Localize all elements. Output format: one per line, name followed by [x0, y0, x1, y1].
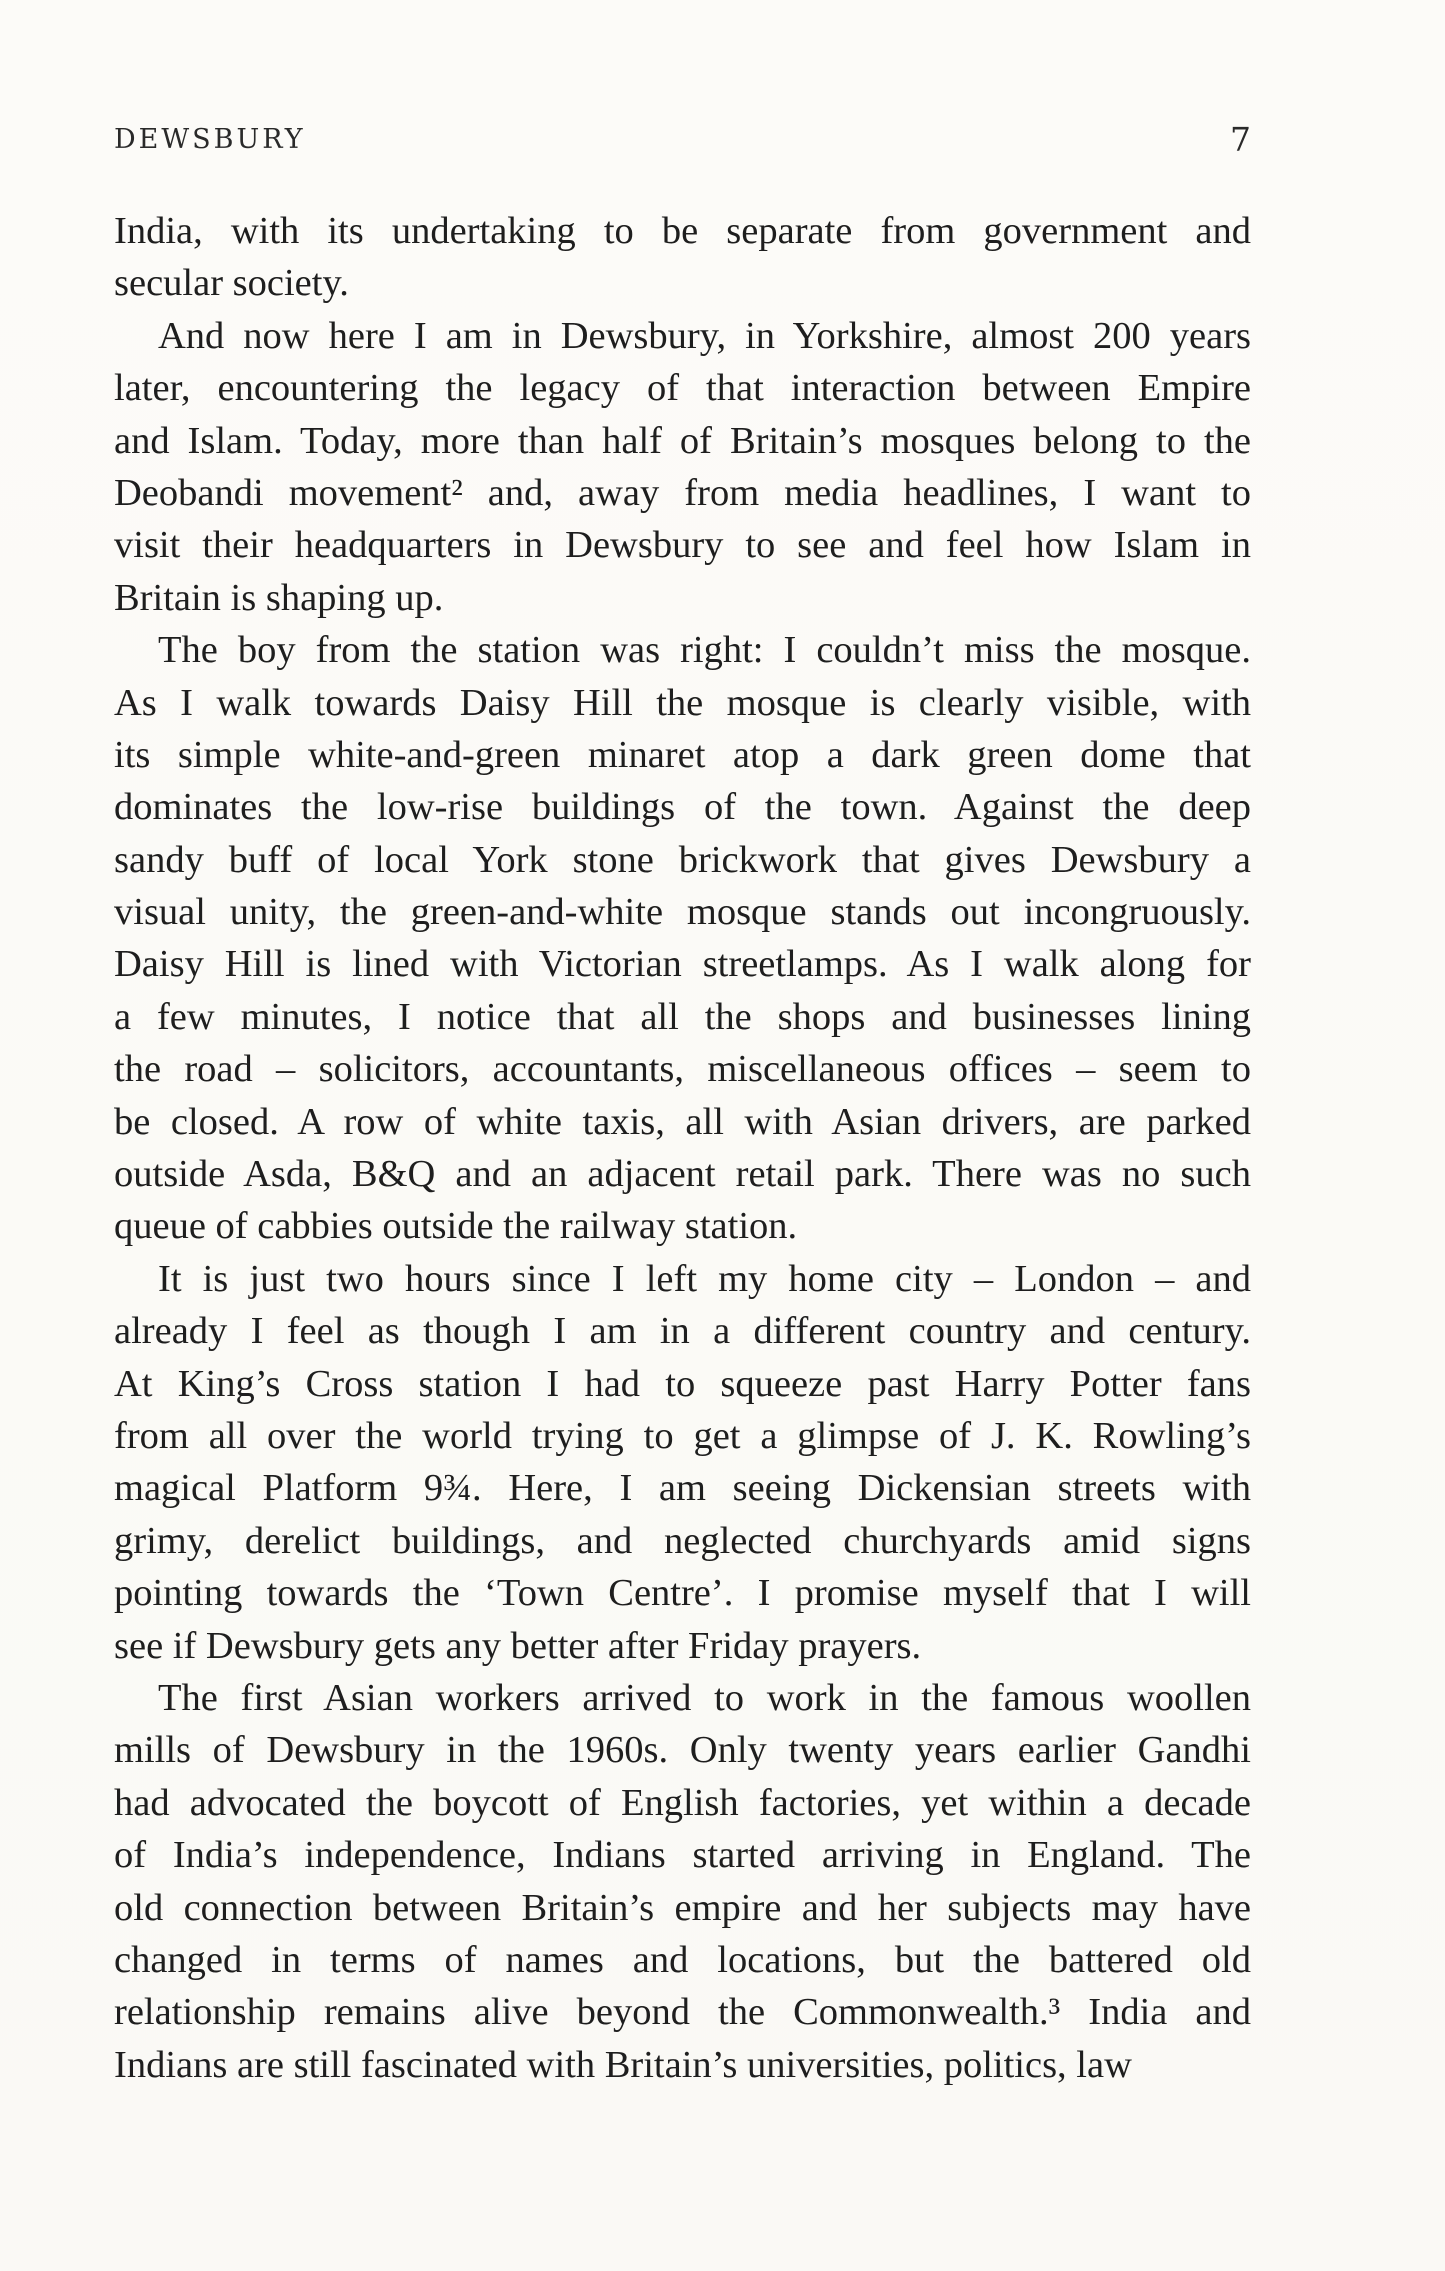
text-line: later, encountering the legacy of that interaction between Empire	[114, 367, 1251, 410]
running-title: DEWSBURY	[114, 124, 306, 155]
paragraph	[114, 1253, 1251, 1672]
running-head	[114, 120, 1251, 160]
text-line: dominates the low-rise buildings of the town. Against the deep	[114, 786, 1251, 829]
paragraph	[114, 310, 1251, 624]
text-line: from all over the world trying to get a glimpse of J. K. Rowling’s	[114, 1414, 1251, 1457]
text-line: relationship remains alive beyond the Commonwealth.³ India and	[114, 1991, 1251, 2034]
text-line: see if Dewsbury gets any better after Friday prayers.	[114, 1624, 922, 1667]
text-line: As I walk towards Daisy Hill the mosque is clearly visible, with	[114, 681, 1251, 724]
text-line: a few minutes, I notice that all the shops and businesses lining	[114, 995, 1251, 1038]
text-line: the road – solicitors, accountants, miscellaneous offices – seem to	[114, 1048, 1251, 1091]
text-line: It is just two hours since I left my home city – London – and	[158, 1257, 1251, 1300]
text-line: old connection between Britain’s empire and her subjects may have	[114, 1886, 1251, 1929]
text-line: visit their headquarters in Dewsbury to see and feel how Islam in	[114, 524, 1251, 567]
text-line: magical Platform 9¾. Here, I am seeing Dickensian streets with	[114, 1467, 1251, 1510]
text-line: Daisy Hill is lined with Victorian streetlamps. As I walk along for	[114, 943, 1251, 986]
text-line: secular society.	[114, 262, 349, 305]
text-line: grimy, derelict buildings, and neglected churchyards amid signs	[114, 1519, 1251, 1562]
paragraph	[114, 205, 1251, 310]
text-line: pointing towards the ‘Town Centre’. I promise myself that I will	[114, 1572, 1251, 1615]
text-line: had advocated the boycott of English factories, yet within a decade	[114, 1781, 1251, 1824]
text-line: Deobandi movement² and, away from media headlines, I want to	[114, 471, 1251, 514]
text-line: be closed. A row of white taxis, all with Asian drivers, are parked	[114, 1100, 1251, 1143]
text-line: And now here I am in Dewsbury, in Yorkshire, almost 200 years	[158, 314, 1251, 357]
paragraph	[114, 624, 1251, 1253]
text-line: outside Asda, B&Q and an adjacent retail park. There was no such	[114, 1153, 1251, 1196]
text-line: sandy buff of local York stone brickwork that gives Dewsbury a	[114, 838, 1251, 881]
text-line: visual unity, the green-and-white mosque stands out incongruously.	[114, 891, 1251, 934]
text-line: Indians are still fascinated with Britain’s universities, politics, law	[114, 2043, 1132, 2086]
text-line: already I feel as though I am in a different country and century.	[114, 1310, 1251, 1353]
text-line: changed in terms of names and locations, but the battered old	[114, 1938, 1251, 1981]
text-line: At King’s Cross station I had to squeeze past Harry Potter fans	[114, 1362, 1251, 1405]
text-line: India, with its undertaking to be separate from government and	[114, 210, 1251, 252]
text-line: its simple white-and-green minaret atop a dark green dome that	[114, 733, 1251, 776]
text-line: The first Asian workers arrived to work in the famous woollen	[158, 1676, 1251, 1719]
body-text	[114, 205, 1251, 2091]
page-number: 7	[1230, 120, 1251, 159]
paragraph	[114, 1672, 1251, 2091]
text-line: The boy from the station was right: I couldn’t miss the mosque.	[158, 629, 1251, 672]
text-line: of India’s independence, Indians started arriving in England. The	[114, 1834, 1251, 1877]
text-line: Britain is shaping up.	[114, 576, 444, 619]
text-line: and Islam. Today, more than half of Britain’s mosques belong to the	[114, 419, 1251, 462]
text-line: mills of Dewsbury in the 1960s. Only twenty years earlier Gandhi	[114, 1729, 1251, 1772]
text-line: queue of cabbies outside the railway station.	[114, 1205, 798, 1248]
